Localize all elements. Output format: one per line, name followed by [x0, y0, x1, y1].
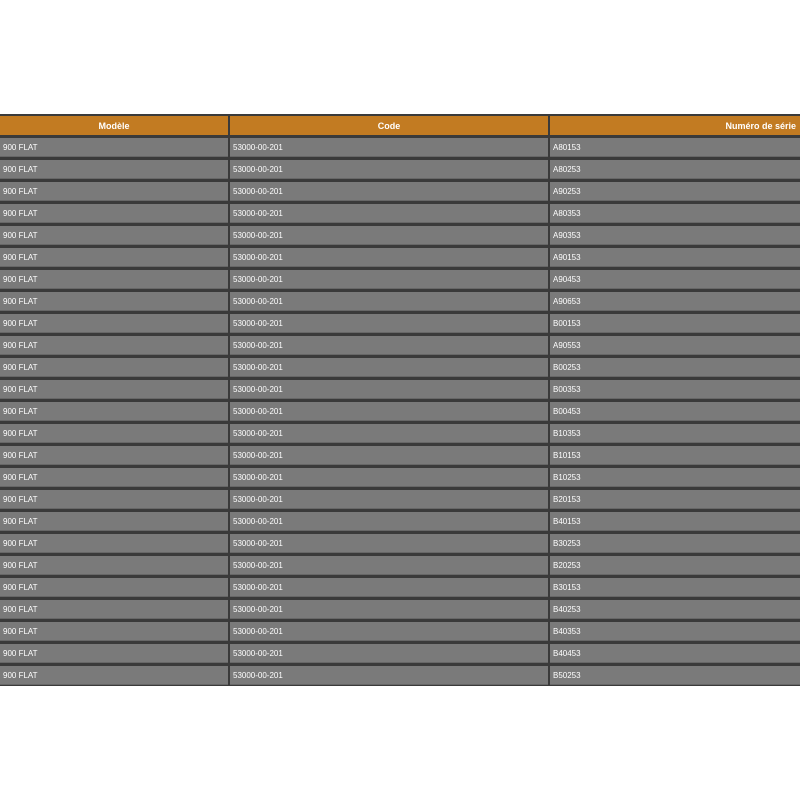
- table-row: [0, 402, 800, 421]
- cell-code: 53000-00-201: [230, 556, 548, 575]
- table-row: [0, 666, 800, 685]
- cell-serial-number: A80253: [550, 160, 800, 179]
- cell-code: 53000-00-201: [230, 292, 548, 311]
- cell-model: 900 FLAT: [0, 160, 228, 179]
- cell-model: 900 FLAT: [0, 226, 228, 245]
- cell-serial-number: B10353: [550, 424, 800, 443]
- cell-serial-number: A90353: [550, 226, 800, 245]
- table-row: [0, 534, 800, 553]
- cell-serial-number: A90253: [550, 182, 800, 201]
- cell-code: 53000-00-201: [230, 622, 548, 641]
- cell-model: 900 FLAT: [0, 424, 228, 443]
- table-row: [0, 644, 800, 663]
- table-row: [0, 358, 800, 377]
- cell-model: 900 FLAT: [0, 512, 228, 531]
- table-row: [0, 600, 800, 619]
- cell-serial-number: B00353: [550, 380, 800, 399]
- cell-serial-number: B10253: [550, 468, 800, 487]
- cell-model: 900 FLAT: [0, 490, 228, 509]
- cell-serial-number: B50253: [550, 666, 800, 685]
- cell-model: 900 FLAT: [0, 644, 228, 663]
- table-header-row: [0, 116, 800, 135]
- cell-serial-number: B30253: [550, 534, 800, 553]
- table-row: [0, 138, 800, 157]
- cell-code: 53000-00-201: [230, 336, 548, 355]
- cell-code: 53000-00-201: [230, 204, 548, 223]
- cell-code: 53000-00-201: [230, 490, 548, 509]
- table-row: [0, 226, 800, 245]
- cell-serial-number: A80353: [550, 204, 800, 223]
- cell-model: 900 FLAT: [0, 336, 228, 355]
- cell-serial-number: B10153: [550, 446, 800, 465]
- cell-code: 53000-00-201: [230, 600, 548, 619]
- cell-code: 53000-00-201: [230, 270, 548, 289]
- cell-serial-number: B20153: [550, 490, 800, 509]
- cell-model: 900 FLAT: [0, 380, 228, 399]
- serial-table-container: [0, 114, 800, 686]
- cell-code: 53000-00-201: [230, 644, 548, 663]
- cell-model: 900 FLAT: [0, 402, 228, 421]
- table-row: [0, 556, 800, 575]
- cell-serial-number: B00253: [550, 358, 800, 377]
- cell-serial-number: A90553: [550, 336, 800, 355]
- table-row: [0, 446, 800, 465]
- table-body: [0, 138, 800, 685]
- cell-serial-number: B20253: [550, 556, 800, 575]
- table-row: [0, 490, 800, 509]
- cell-model: 900 FLAT: [0, 578, 228, 597]
- cell-code: 53000-00-201: [230, 534, 548, 553]
- column-header-code: Code: [230, 116, 548, 135]
- cell-serial-number: B00153: [550, 314, 800, 333]
- cell-model: 900 FLAT: [0, 292, 228, 311]
- cell-code: 53000-00-201: [230, 358, 548, 377]
- cell-code: 53000-00-201: [230, 138, 548, 157]
- serial-number-table: [0, 114, 800, 686]
- table-row: [0, 512, 800, 531]
- cell-serial-number: A90653: [550, 292, 800, 311]
- table-row: [0, 292, 800, 311]
- table-row: [0, 160, 800, 179]
- cell-code: 53000-00-201: [230, 424, 548, 443]
- table-row: [0, 622, 800, 641]
- cell-code: 53000-00-201: [230, 182, 548, 201]
- cell-code: 53000-00-201: [230, 380, 548, 399]
- table-row: [0, 248, 800, 267]
- cell-serial-number: A90153: [550, 248, 800, 267]
- cell-model: 900 FLAT: [0, 534, 228, 553]
- cell-model: 900 FLAT: [0, 666, 228, 685]
- cell-code: 53000-00-201: [230, 402, 548, 421]
- cell-model: 900 FLAT: [0, 556, 228, 575]
- table-row: [0, 204, 800, 223]
- cell-serial-number: A90453: [550, 270, 800, 289]
- cell-serial-number: B40453: [550, 644, 800, 663]
- cell-serial-number: B30153: [550, 578, 800, 597]
- cell-model: 900 FLAT: [0, 314, 228, 333]
- cell-code: 53000-00-201: [230, 468, 548, 487]
- cell-model: 900 FLAT: [0, 204, 228, 223]
- table-row: [0, 578, 800, 597]
- table-row: [0, 424, 800, 443]
- cell-code: 53000-00-201: [230, 160, 548, 179]
- table-row: [0, 314, 800, 333]
- cell-code: 53000-00-201: [230, 666, 548, 685]
- cell-model: 900 FLAT: [0, 622, 228, 641]
- cell-code: 53000-00-201: [230, 578, 548, 597]
- cell-code: 53000-00-201: [230, 314, 548, 333]
- cell-code: 53000-00-201: [230, 226, 548, 245]
- table-row: [0, 270, 800, 289]
- cell-model: 900 FLAT: [0, 138, 228, 157]
- table-row: [0, 336, 800, 355]
- column-header-serial-number: Numéro de série: [550, 116, 800, 135]
- cell-model: 900 FLAT: [0, 270, 228, 289]
- table-row: [0, 468, 800, 487]
- cell-serial-number: B00453: [550, 402, 800, 421]
- table-row: [0, 182, 800, 201]
- cell-model: 900 FLAT: [0, 468, 228, 487]
- cell-model: 900 FLAT: [0, 358, 228, 377]
- cell-serial-number: B40253: [550, 600, 800, 619]
- column-header-model: Modèle: [0, 116, 228, 135]
- cell-serial-number: B40153: [550, 512, 800, 531]
- cell-serial-number: A80153: [550, 138, 800, 157]
- cell-code: 53000-00-201: [230, 248, 548, 267]
- cell-model: 900 FLAT: [0, 182, 228, 201]
- cell-serial-number: B40353: [550, 622, 800, 641]
- table-row: [0, 380, 800, 399]
- cell-code: 53000-00-201: [230, 446, 548, 465]
- cell-code: 53000-00-201: [230, 512, 548, 531]
- cell-model: 900 FLAT: [0, 248, 228, 267]
- cell-model: 900 FLAT: [0, 600, 228, 619]
- cell-model: 900 FLAT: [0, 446, 228, 465]
